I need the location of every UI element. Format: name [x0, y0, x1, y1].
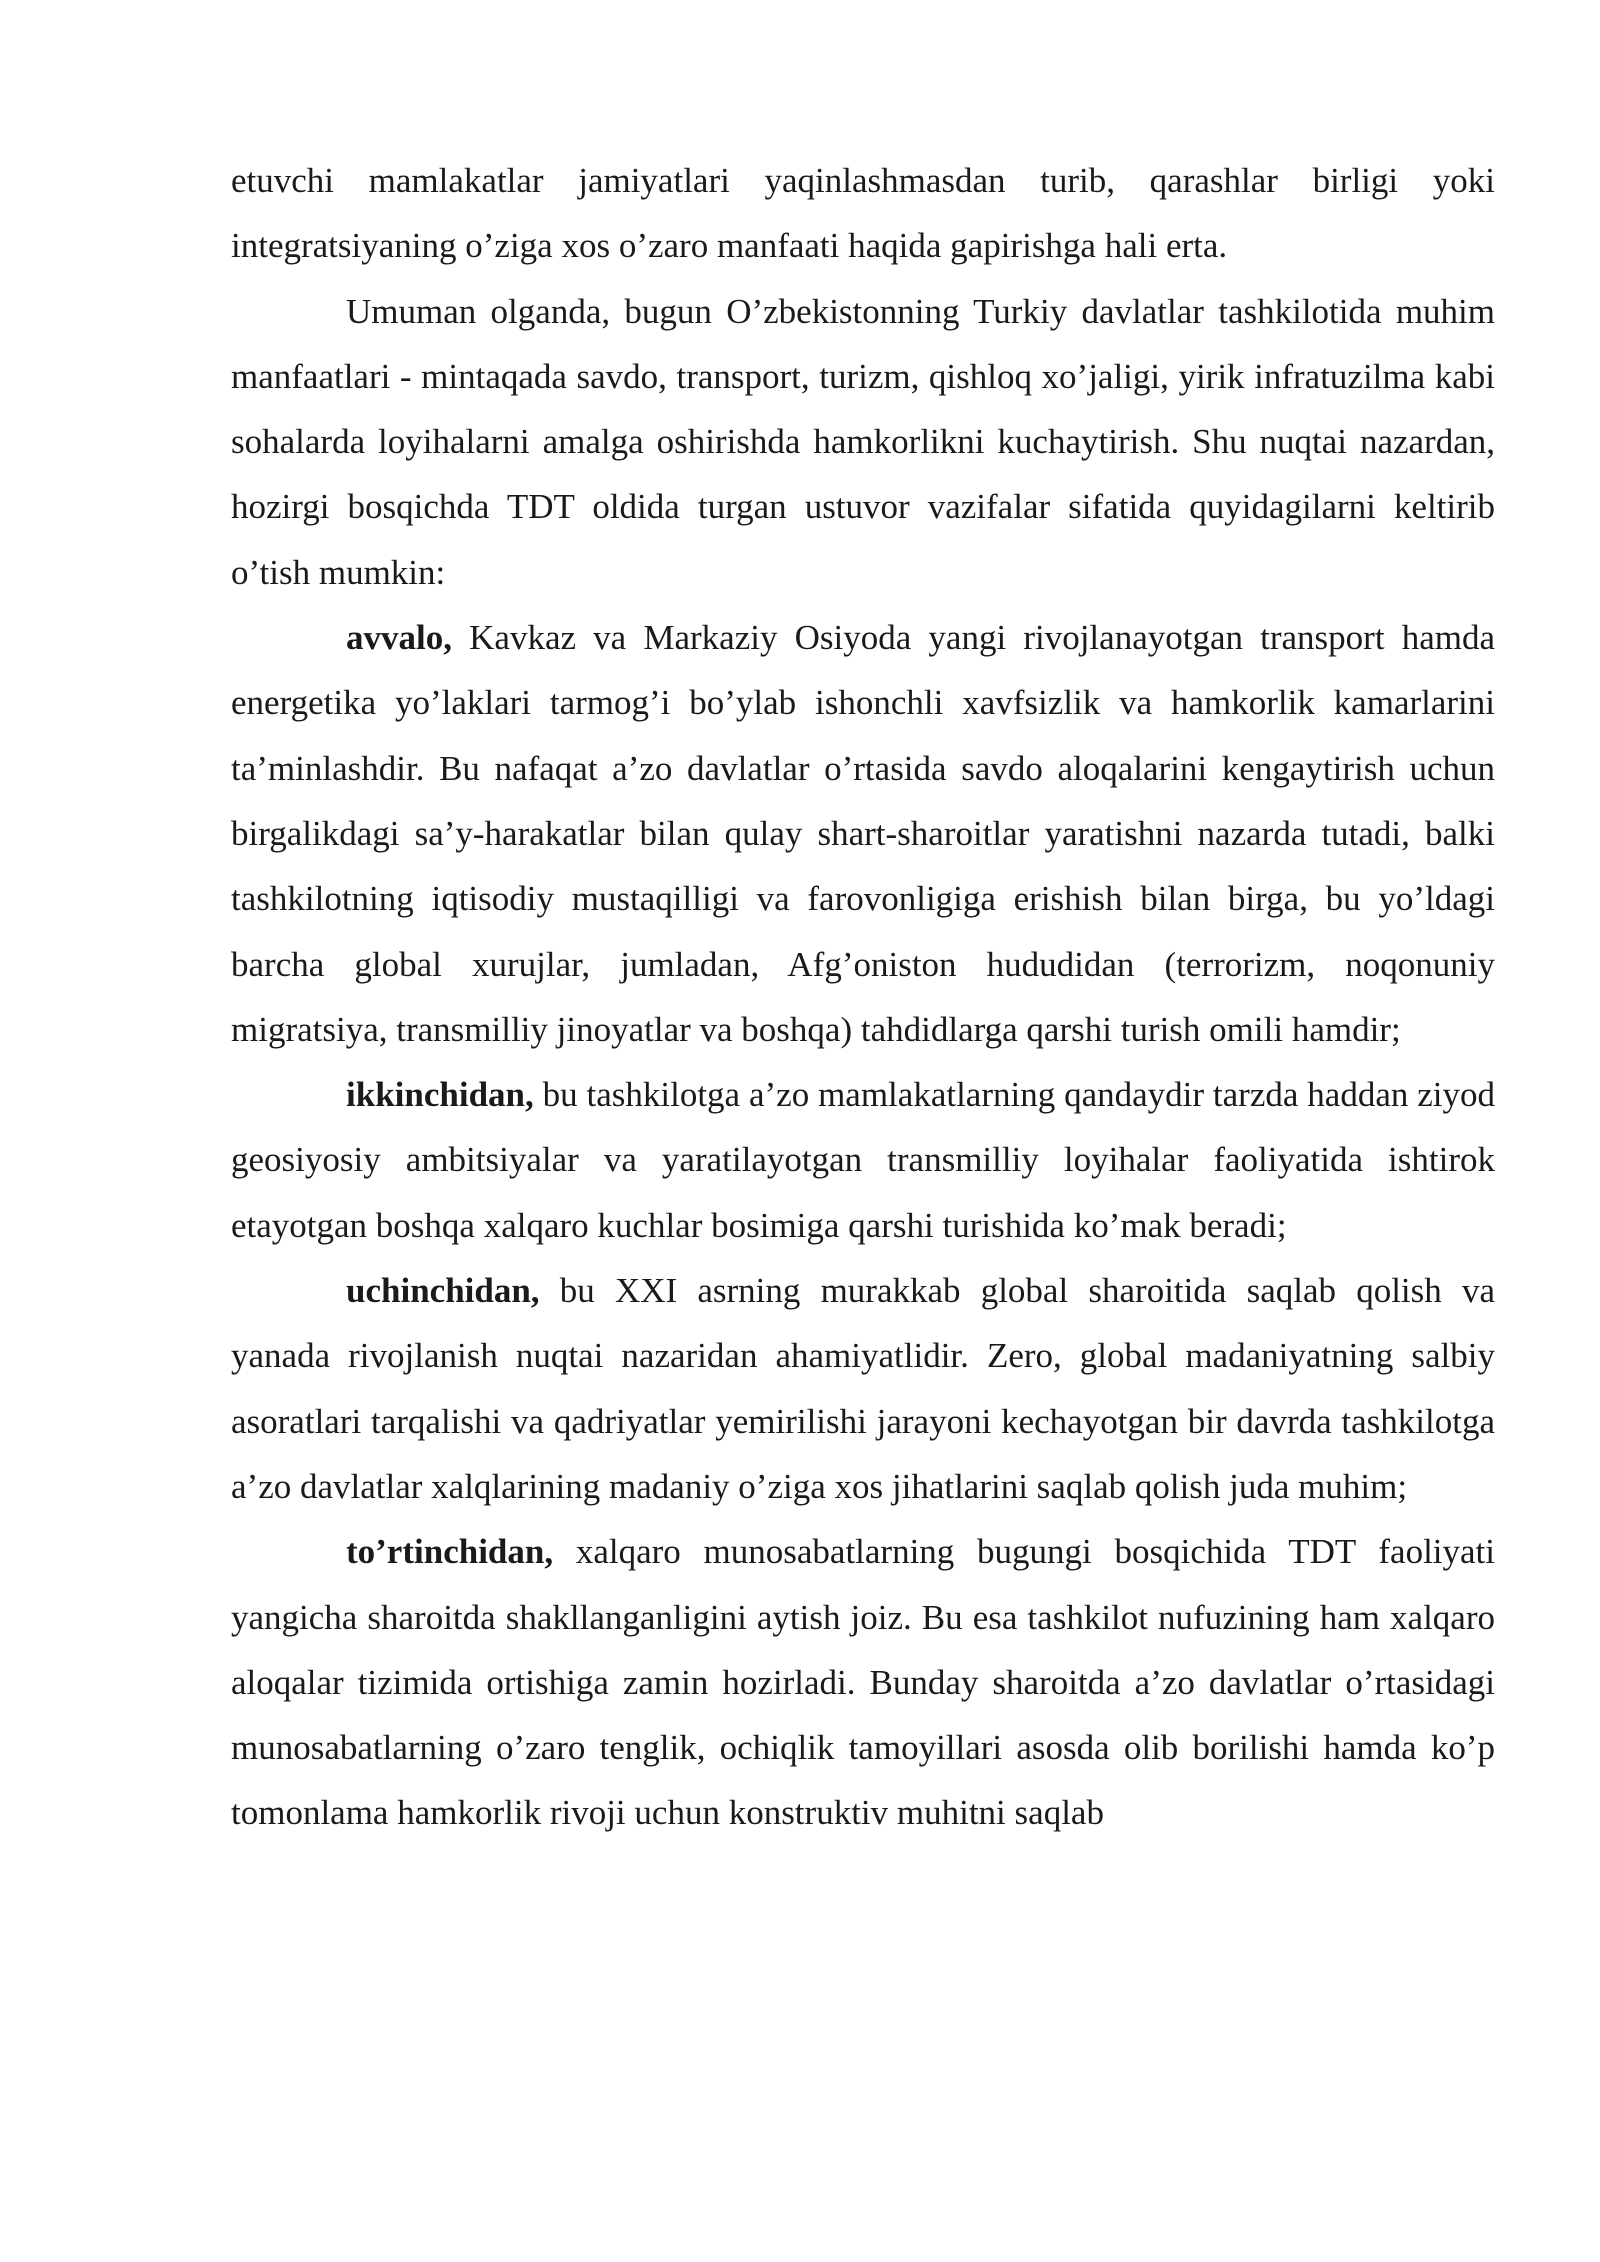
paragraph-summary [231, 279, 1495, 605]
paragraph-lead-word: to’rtinchidan, [346, 1532, 554, 1572]
paragraph-second-priority [231, 1062, 1495, 1258]
paragraph-text: etuvchi mamlakatlar jamiyatlari yaqinlashmasdan turib, qarashlar birligi yoki integratsiyaning o’ziga xos o’zaro manfaati haqida gapirishga hali erta. [231, 161, 1495, 266]
document-body [231, 148, 1495, 1846]
paragraph-lead-word: avvalo, [346, 618, 452, 658]
paragraph-lead-word: uchinchidan, [346, 1271, 540, 1311]
paragraph-text: xalqaro munosabatlarning bugungi bosqichida TDT faoliyati yangicha sharoitda shakllanganligini aytish joiz. Bu esa tashkilot nufuzining ham xalqaro aloqalar tizimida ortishiga zamin hozirladi. Bunday sharoitda a’zo davlatlar o’rtasidagi munosabatlarning o’zaro tenglik, ochiqlik tamoyillari asosda olib borilishi hamda ko’p tomonlama hamkorlik rivoji uchun konstruktiv muhitni saqlab [231, 1532, 1495, 1833]
paragraph-text: bu tashkilotga a’zo mamlakatlarning qandaydir tarzda haddan ziyod geosiyosiy ambitsiyalar va yaratilayotgan transmilliy loyihalar faoliyatida ishtirok etayotgan boshqa xalqaro kuchlar bosimiga qarshi turishida ko’mak beradi; [231, 1075, 1495, 1245]
paragraph-text: Kavkaz va Markaziy Osiyoda yangi rivojlanayotgan transport hamda energetika yo’laklari tarmog’i bo’ylab ishonchli xavfsizlik va hamkorlik kamarlarini ta’minlashdir. Bu nafaqat a’zo davlatlar o’rtasida savdo aloqalarini kengaytirish uchun birgalikdagi sa’y-harakatlar bilan qulay shart-sharoitlar yaratishni nazarda tutadi, balki tashkilotning iqtisodiy mustaqilligi va farovonligiga erishish bilan birga, bu yo’ldagi barcha global xurujlar, jumladan, Afg’oniston hududidan (terrorizm, noqonuniy migratsiya, transmilliy jinoyatlar va boshqa) tahdidlarga qarshi turish omili hamdir; [231, 618, 1495, 1049]
paragraph-text: Umuman olganda, bugun O’zbekistonning Turkiy davlatlar tashkilotida muhim manfaatlari - mintaqada savdo, transport, turizm, qishloq xo’jaligi, yirik infratuzilma kabi sohalarda loyihalarni amalga oshirishda hamkorlikni kuchaytirish. Shu nuqtai nazardan, hozirgi bosqichda TDT oldida turgan ustuvor vazifalar sifatida quyidagilarni keltirib o’tish mumkin: [231, 291, 1495, 592]
paragraph-continuation [231, 148, 1495, 279]
paragraph-lead-word: ikkinchidan, [346, 1075, 534, 1115]
paragraph-first-priority [231, 605, 1495, 1062]
paragraph-fourth-priority [231, 1519, 1495, 1845]
paragraph-third-priority [231, 1258, 1495, 1519]
paragraph-text: bu XXI asrning murakkab global sharoitida saqlab qolish va yanada rivojlanish nuqtai nazaridan ahamiyatlidir. Zero, global madaniyatning salbiy asoratlari tarqalishi va qadriyatlar yemirilishi jarayoni kechayotgan bir davrda tashkilotga a’zo davlatlar xalqlarining madaniy o’ziga xos jihatlarini saqlab qolish juda muhim; [231, 1271, 1495, 1506]
